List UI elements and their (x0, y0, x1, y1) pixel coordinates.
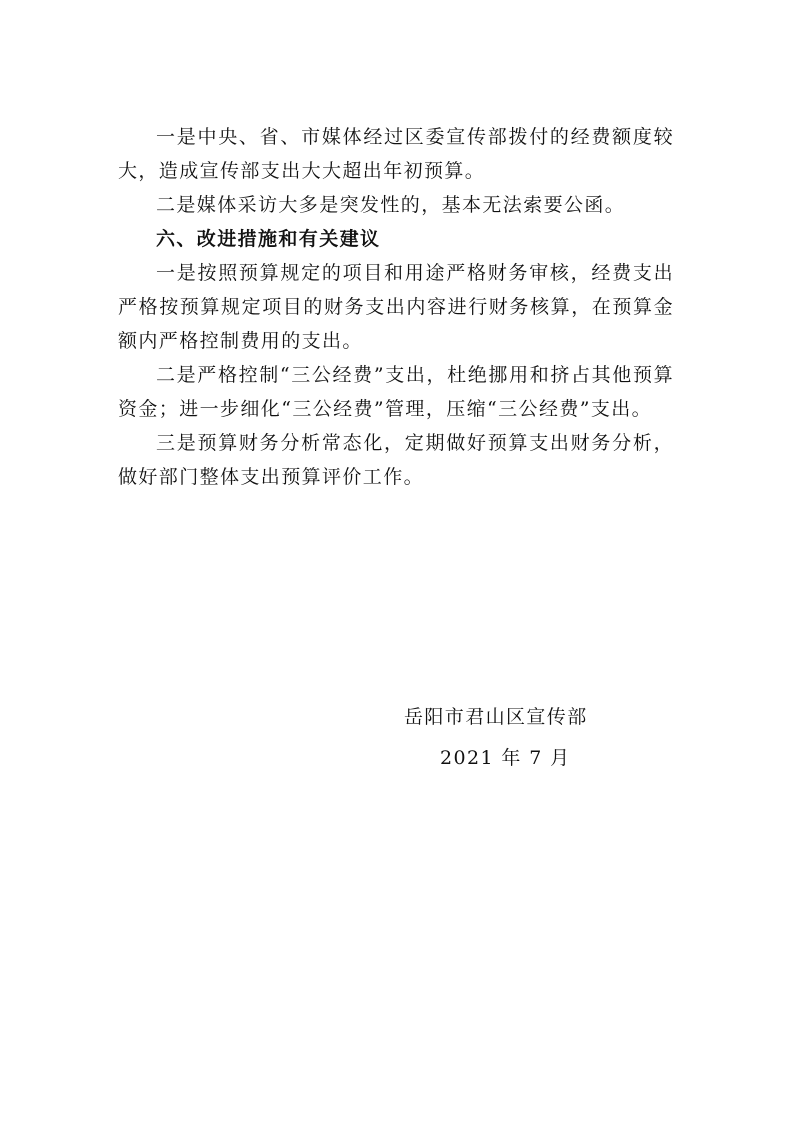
paragraph-media-funding: 一是中央、省、市媒体经过区委宣传部拨付的经费额度较大，造成宣传部支出大大超出年初预算。 (118, 126, 674, 182)
paragraph-media-interviews: 二是媒体采访大多是突发性的，基本无法索要公函。 (156, 194, 626, 216)
paragraph-financial-analysis: 三是预算财务分析常态化，定期做好预算支出财务分析，做好部门整体支出预算评价工作。 (118, 432, 674, 488)
section-heading-improvements: 六、改进措施和有关建议 (156, 228, 381, 250)
paragraph-three-public-expenses: 二是严格控制“三公经费”支出，杜绝挪用和挤占其他预算资金；进一步细化“三公经费”管理，压缩“三公经费”支出。 (118, 364, 674, 420)
signature-organization: 岳阳市君山区宣传部 (404, 706, 588, 728)
signature-date: 2021 年 7 月 (440, 747, 571, 769)
document-body (118, 120, 674, 494)
paragraph-budget-audit: 一是按照预算规定的项目和用途严格财务审核，经费支出严格按预算规定项目的财务支出内容进行财务核算，在预算金额内严格控制费用的支出。 (118, 262, 674, 352)
